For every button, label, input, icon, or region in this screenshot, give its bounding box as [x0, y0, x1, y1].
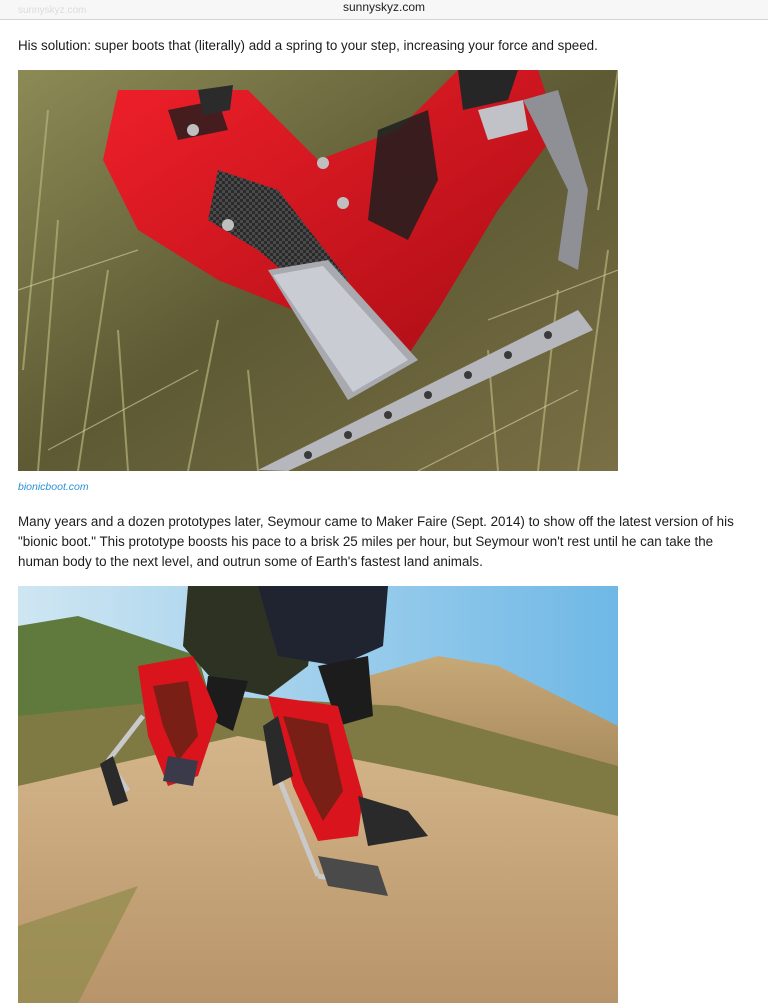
site-domain: sunnyskyz.com	[342, 0, 426, 14]
faded-site-header: sunnyskyz.com	[18, 5, 87, 16]
article-paragraph-1: His solution: super boots that (literally) add a spring to your step, increasing your force and speed.	[18, 38, 598, 53]
image-credit-link[interactable]: bionicboot.com	[18, 481, 89, 493]
browser-address-bar[interactable]	[0, 0, 768, 20]
bionic-boot-closeup-photo	[18, 70, 618, 471]
bionic-boot-running-photo	[18, 586, 618, 1003]
article-paragraph-2: Many years and a dozen prototypes later, Seymour came to Maker Faire (Sept. 2014) to show off the latest version of his "bionic boot." This prototype boosts his pace to a brisk 25 miles per hour, but Seymour won't rest until he can take the human body to the next level, and outrun some of Earth's fastest land animals.	[18, 514, 734, 569]
